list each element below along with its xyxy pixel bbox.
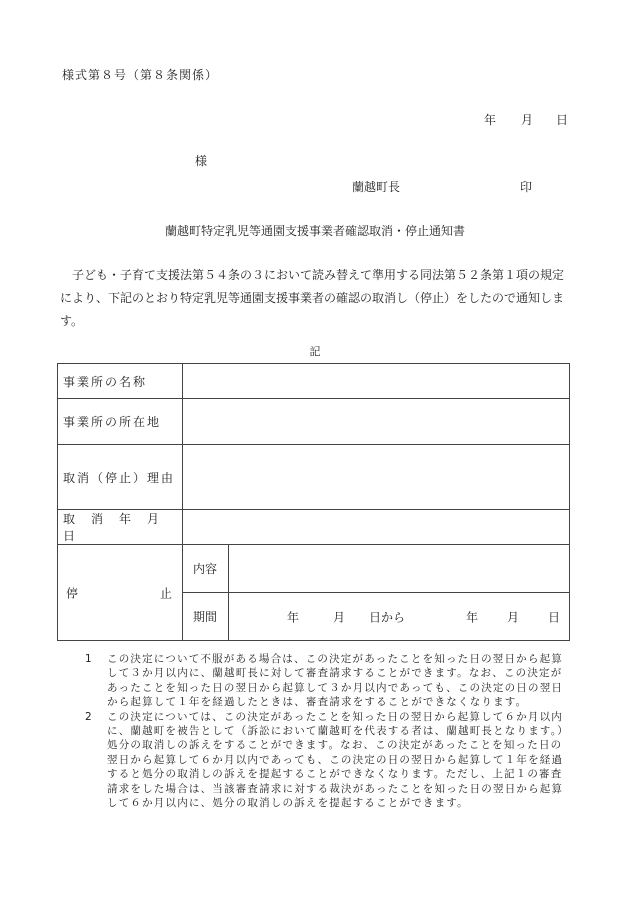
note-number: 2 [85, 710, 93, 723]
body-line-1: 子ども・子育て支援法第５４条の３において読み替えて準用する同法第５２条第１項の規定 [72, 268, 565, 282]
reason-field[interactable] [183, 445, 570, 510]
reason-label: 取消（停止）理由 [58, 445, 183, 510]
period-field[interactable] [229, 593, 570, 641]
note-item [85, 710, 565, 811]
document-title: 蘭越町特定乳児等通園支援事業者確認取消・停止通知書 [164, 224, 465, 238]
office-address-label: 事業所の所在地 [58, 399, 183, 445]
period-month-1: 月 [333, 610, 346, 624]
body-line-2: により、下記のとおり特定乳児等通園支援事業者の確認の取消し（停止）をしたので通知しま [60, 291, 565, 305]
cancel-date-field[interactable] [183, 510, 570, 545]
note-text: この決定について不服がある場合は、この決定があったことを知った日の翌日から起算して３か月以内に、蘭越町長に対して審査請求することができます。なお、この決定があったことを知った日の翌日から起算して３か月以内であっても、この決定の日の翌日から起算して１年を経過したときは、審査請求をすることができなくなります。 [107, 653, 564, 709]
date-month: 月 [521, 113, 534, 127]
ki-heading: 記 [309, 345, 321, 358]
notes-section [85, 652, 565, 810]
suspension-label-right: 止 [159, 586, 174, 600]
body-line-3: す。 [60, 314, 84, 328]
cancel-date-label: 取 消 年 月 日 [58, 510, 183, 545]
period-month-2: 月 [507, 610, 520, 624]
table-row [58, 510, 570, 545]
note-item [85, 652, 565, 710]
note-number: 1 [85, 653, 93, 665]
office-name-label: 事業所の名称 [58, 364, 183, 399]
table-row [58, 399, 570, 445]
issuer-name: 蘭越町長 [352, 180, 401, 194]
date-year: 年 [484, 113, 497, 127]
suspension-label [58, 545, 183, 641]
period-label: 期間 [183, 593, 229, 641]
recipient-suffix: 様 [195, 154, 208, 168]
table-row [58, 364, 570, 399]
period-year-1: 年 [287, 610, 300, 624]
body-paragraph [60, 264, 580, 333]
note-text: この決定については、この決定があったことを知った日の翌日から起算して６か月以内に、蘭越町を被告として（訴訟において蘭越町を代表する者は、蘭越町長となります。）処分の取消しの訴えをすることができます。なお、この決定があったことを知った日の翌日から起算して６か月以内であっても、この決定の日の翌日から起算して１年を経過すると処分の取消しの訴えを提起することができなくなります。ただし、上記１の審査請求をした場合は、当該審査請求に対する裁決があったことを知った日の翌日から起算して６か月以内に、処分の取消しの訴えを提起することができます。 [107, 710, 564, 810]
content-field[interactable] [229, 545, 570, 593]
period-year-2: 年 [466, 610, 479, 624]
date-day: 日 [556, 113, 569, 127]
form-table [57, 363, 570, 641]
table-row [58, 545, 570, 593]
period-day-1: 日から [369, 610, 406, 624]
office-address-field[interactable] [183, 399, 570, 445]
period-day-2: 日 [548, 610, 561, 624]
seal-mark: 印 [520, 180, 533, 194]
table-row [58, 445, 570, 510]
suspension-label-left: 停 [66, 586, 81, 600]
content-label: 内容 [183, 545, 229, 593]
office-name-field[interactable] [183, 364, 570, 399]
form-number: 様式第８号（第８条関係） [62, 68, 219, 82]
